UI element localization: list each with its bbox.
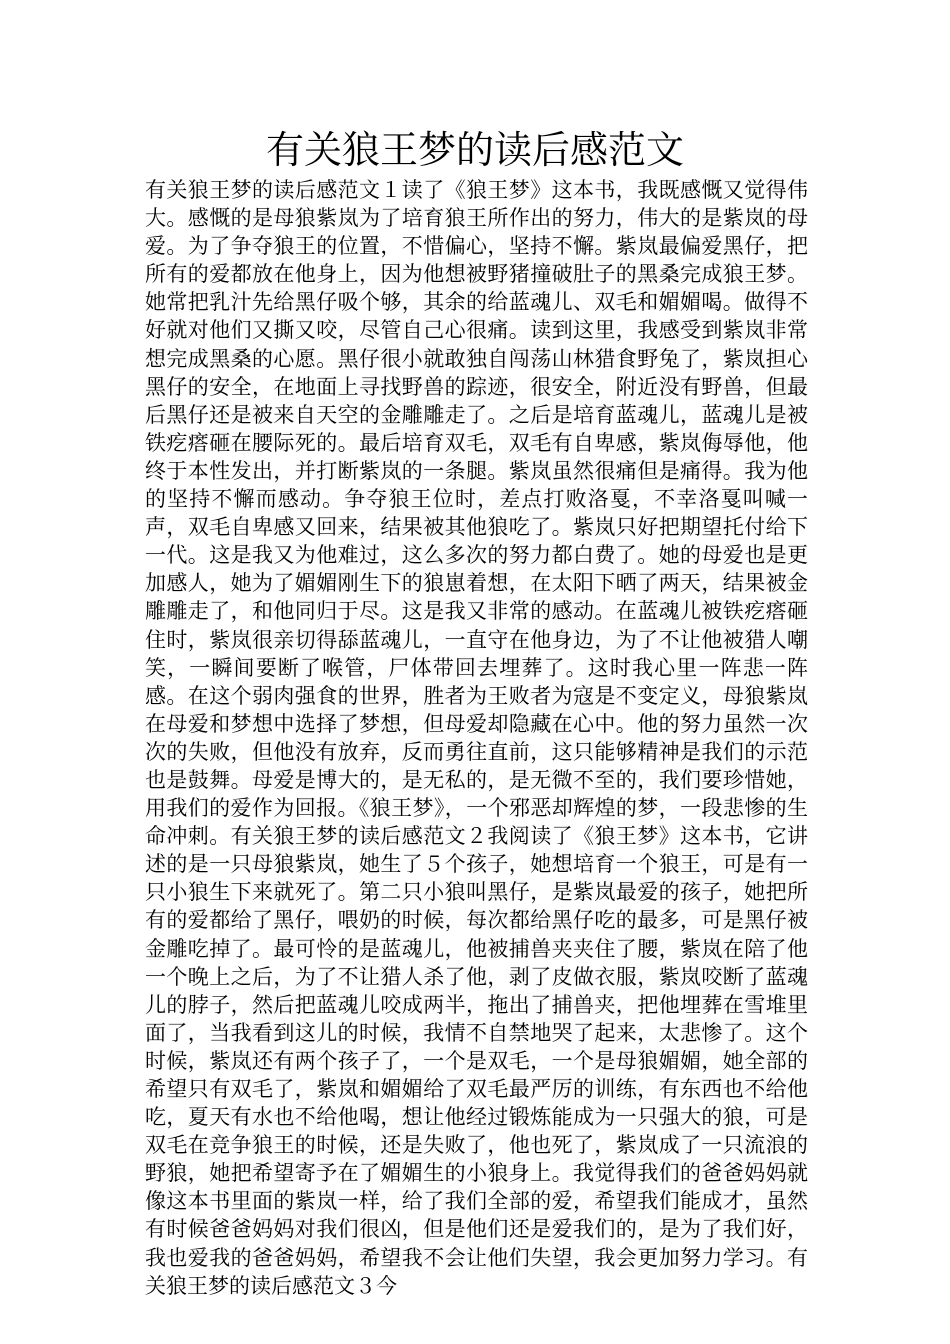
- document-body-text: 有关狼王梦的读后感范文１读了《狼王梦》这本书，我既感慨又觉得伟大。感慨的是母狼紫岚为了培育狼王所作出的努力，伟大的是紫岚的母爱。为了争夺狼王的位置，不惜偏心，坚持不懈。紫岚最偏爱黑仔，把所有的爱都放在他身上，因为他想被野猪撞破肚子的黑桑完成狼王梦。她常把乳汁先给黑仔吸个够，其余的给蓝魂儿、双毛和媚媚喝。做得不好就对他们又撕又咬，尽管自己心很痛。读到这里，我感受到紫岚非常想完成黑桑的心愿。黑仔很小就敢独自闯荡山林猎食野兔了，紫岚担心黑仔的安全，在地面上寻找野兽的踪迹，很安全，附近没有野兽，但最后黑仔还是被来自天空的金雕雕走了。之后是培育蓝魂儿，蓝魂儿是被铁疙瘩砸在腰际死的。最后培育双毛，双毛有自卑感，紫岚侮辱他，他终于本性发出，并打断紫岚的一条腿。紫岚虽然很痛但是痛得。我为他的坚持不懈而感动。争夺狼王位时，差点打败洛戛，不幸洛戛叫喊一声，双毛自卑感又回来，结果被其他狼吃了。紫岚只好把期望托付给下一代。这是我又为他难过，这么多次的努力都白费了。她的母爱也是更加感人，她为了媚媚刚生下的狼崽着想，在太阳下晒了两天，结果被金雕雕走了，和他同归于尽。这是我又非常的感动。在蓝魂儿被铁疙瘩砸住时，紫岚很亲切得舔蓝魂儿，一直守在他身边，为了不让他被猎人嘲笑，一瞬间要断了喉管，尸体带回去埋葬了。这时我心里一阵悲一阵感。在这个弱肉强食的世界，胜者为王败者为寇是不变定义，母狼紫岚在母爱和梦想中选择了梦想，但母爱却隐藏在心中。他的努力虽然一次次的失败，但他没有放弃，反而勇往直前，这只能够精神是我们的示范也是鼓舞。母爱是博大的，是无私的，是无微不至的，我们要珍惜她，用我们的爱作为回报。《狼王梦》，一个邪恶却辉煌的梦，一段悲惨的生命冲刺。有关狼王梦的读后感范文２我阅读了《狼王梦》这本书，它讲述的是一只母狼紫岚，她生了５个孩子，她想培育一个狼王，可是有一只小狼生下来就死了。第二只小狼叫黑仔，是紫岚最爱的孩子，她把所有的爱都给了黑仔，喂奶的时候，每次都给黑仔吃的最多，可是黑仔被金雕吃掉了。最可怜的是蓝魂儿，他被捕兽夹夹住了腰，紫岚在陪了他一个晚上之后，为了不让猎人杀了他，剥了皮做衣服，紫岚咬断了蓝魂儿的脖子，然后把蓝魂儿咬成两半，拖出了捕兽夹，把他埋葬在雪堆里面了，当我看到这儿的时候，我情不自禁地哭了起来，太悲惨了。这个时候，紫岚还有两个孩子了，一个是双毛，一个是母狼媚媚，她全部的希望只有双毛了，紫岚和媚媚给了双毛最严厉的训练，有东西也不给他吃，夏天有水也不给他喝，想让他经过锻炼能成为一只强大的狼，可是双毛在竞争狼王的时候，还是失败了，他也死了，紫岚成了一只流浪的野狼，她把希望寄予在了媚媚生的小狼身上。我觉得我们的爸爸妈妈就像这本书里面的紫岚一样，给了我们全部的爱，希望我们能成才，虽然有时候爸爸妈妈对我们很凶，但是他们还是爱我们的，是为了我们好，我也爱我的爸爸妈妈，希望我不会让他们失望，我会更加努力学习。有关狼王梦的读后感范文３今: [145, 178, 808, 1298]
- document-title: 有关狼王梦的读后感范文: [265, 128, 684, 172]
